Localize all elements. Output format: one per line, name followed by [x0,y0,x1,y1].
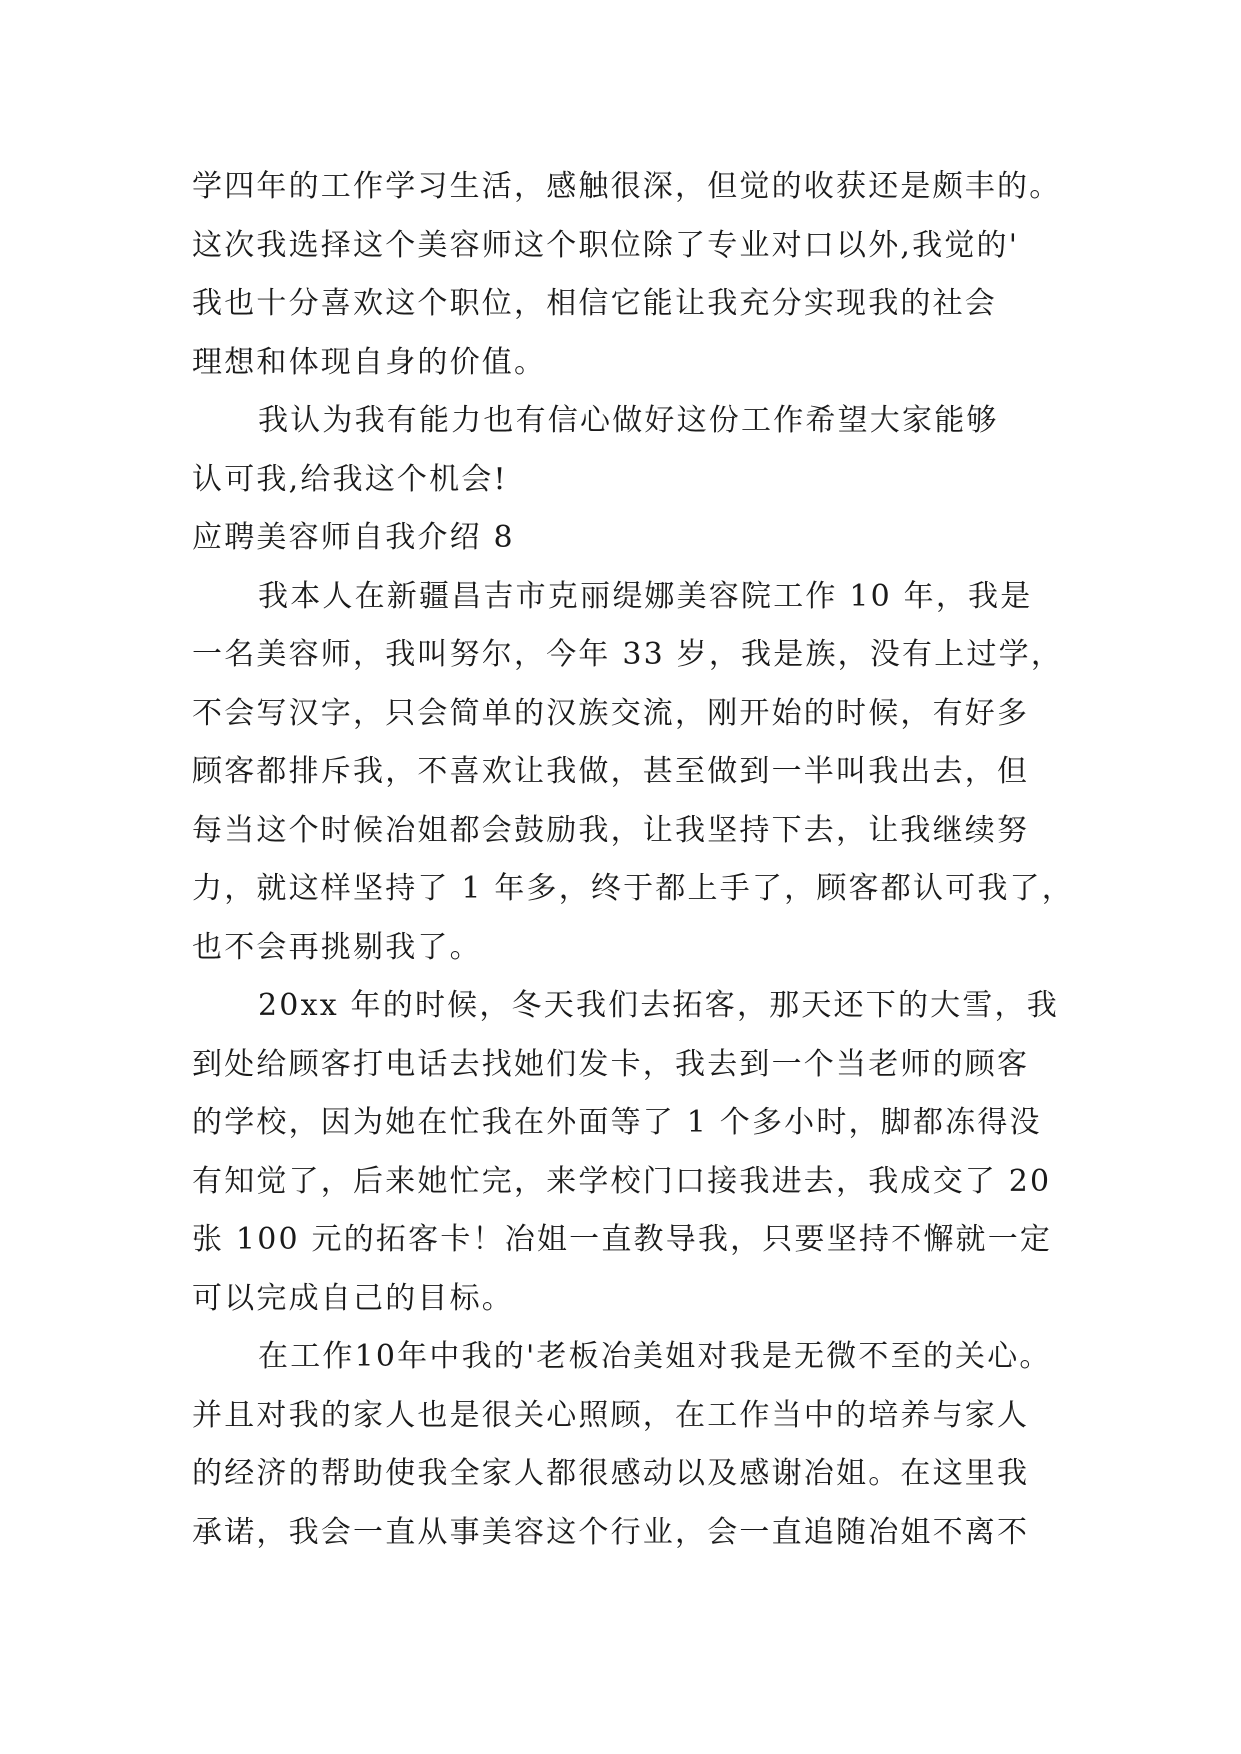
text-line: 的经济的帮助使我全家人都很感动以及感谢冶姐。在这里我 [192,1456,1030,1491]
text-line: 我也十分喜欢这个职位，相信它能让我充分实现我的社会 [192,286,997,321]
text-line: 的学校，因为她在忙我在外面等了 1 个多小时，脚都冻得没 [192,1105,1042,1140]
text-line: 每当这个时候冶姐都会鼓励我，让我坚持下去，让我继续努 [192,812,1030,848]
text-line: 不会写汉字，只会简单的汉族交流，刚开始的时候，有好多 [192,695,1030,731]
text-line: 可以完成自己的目标。 [192,1280,514,1316]
text-line: 顾客都排斥我，不喜欢让我做，甚至做到一半叫我出去，但 [192,754,1030,789]
text-line: 我本人在新疆昌吉市克丽缇娜美容院工作 10 年，我是 [258,578,1033,614]
text-line: 一名美容师，我叫努尔，今年 33 岁，我是族，没有上过学， [192,637,1064,672]
text-line: 并且对我的家人也是很关心照顾，在工作当中的培养与家人 [192,1397,1030,1433]
text-line: 认可我,给我这个机会! [192,461,508,497]
text-line: 到处给顾客打电话去找她们发卡，我去到一个当老师的顾客 [192,1046,1030,1082]
text-line: 应聘美容师自我介绍 8 [192,520,515,555]
text-line: 在工作10年中我的'老板冶美姐对我是无微不至的关心。 [258,1339,1052,1374]
document-body [192,158,1074,1562]
text-line: 学四年的工作学习生活，感触很深，但觉的收获还是颇丰的。 [192,169,1062,204]
text-line: 理想和体现自身的价值。 [192,344,547,380]
text-line: 力，就这样坚持了 1 年多，终于都上手了，顾客都认可我了， [192,871,1074,906]
text-line: 张 100 元的拓客卡！冶姐一直教导我，只要坚持不懈就一定 [192,1222,1053,1257]
text-line: 20xx 年的时候，冬天我们去拓客，那天还下的大雪，我 [258,988,1059,1023]
text-line: 有知觉了，后来她忙完，来学校门口接我进去，我成交了 20 [192,1163,1052,1199]
text-line: 也不会再挑剔我了。 [192,929,482,965]
text-line: 我认为我有能力也有信心做好这份工作希望大家能够 [258,403,999,438]
text-line: 这次我选择这个美容师这个职位除了专业对口以外,我觉的' [192,227,1020,263]
text-line: 承诺，我会一直从事美容这个行业，会一直追随冶姐不离不 [192,1514,1030,1550]
